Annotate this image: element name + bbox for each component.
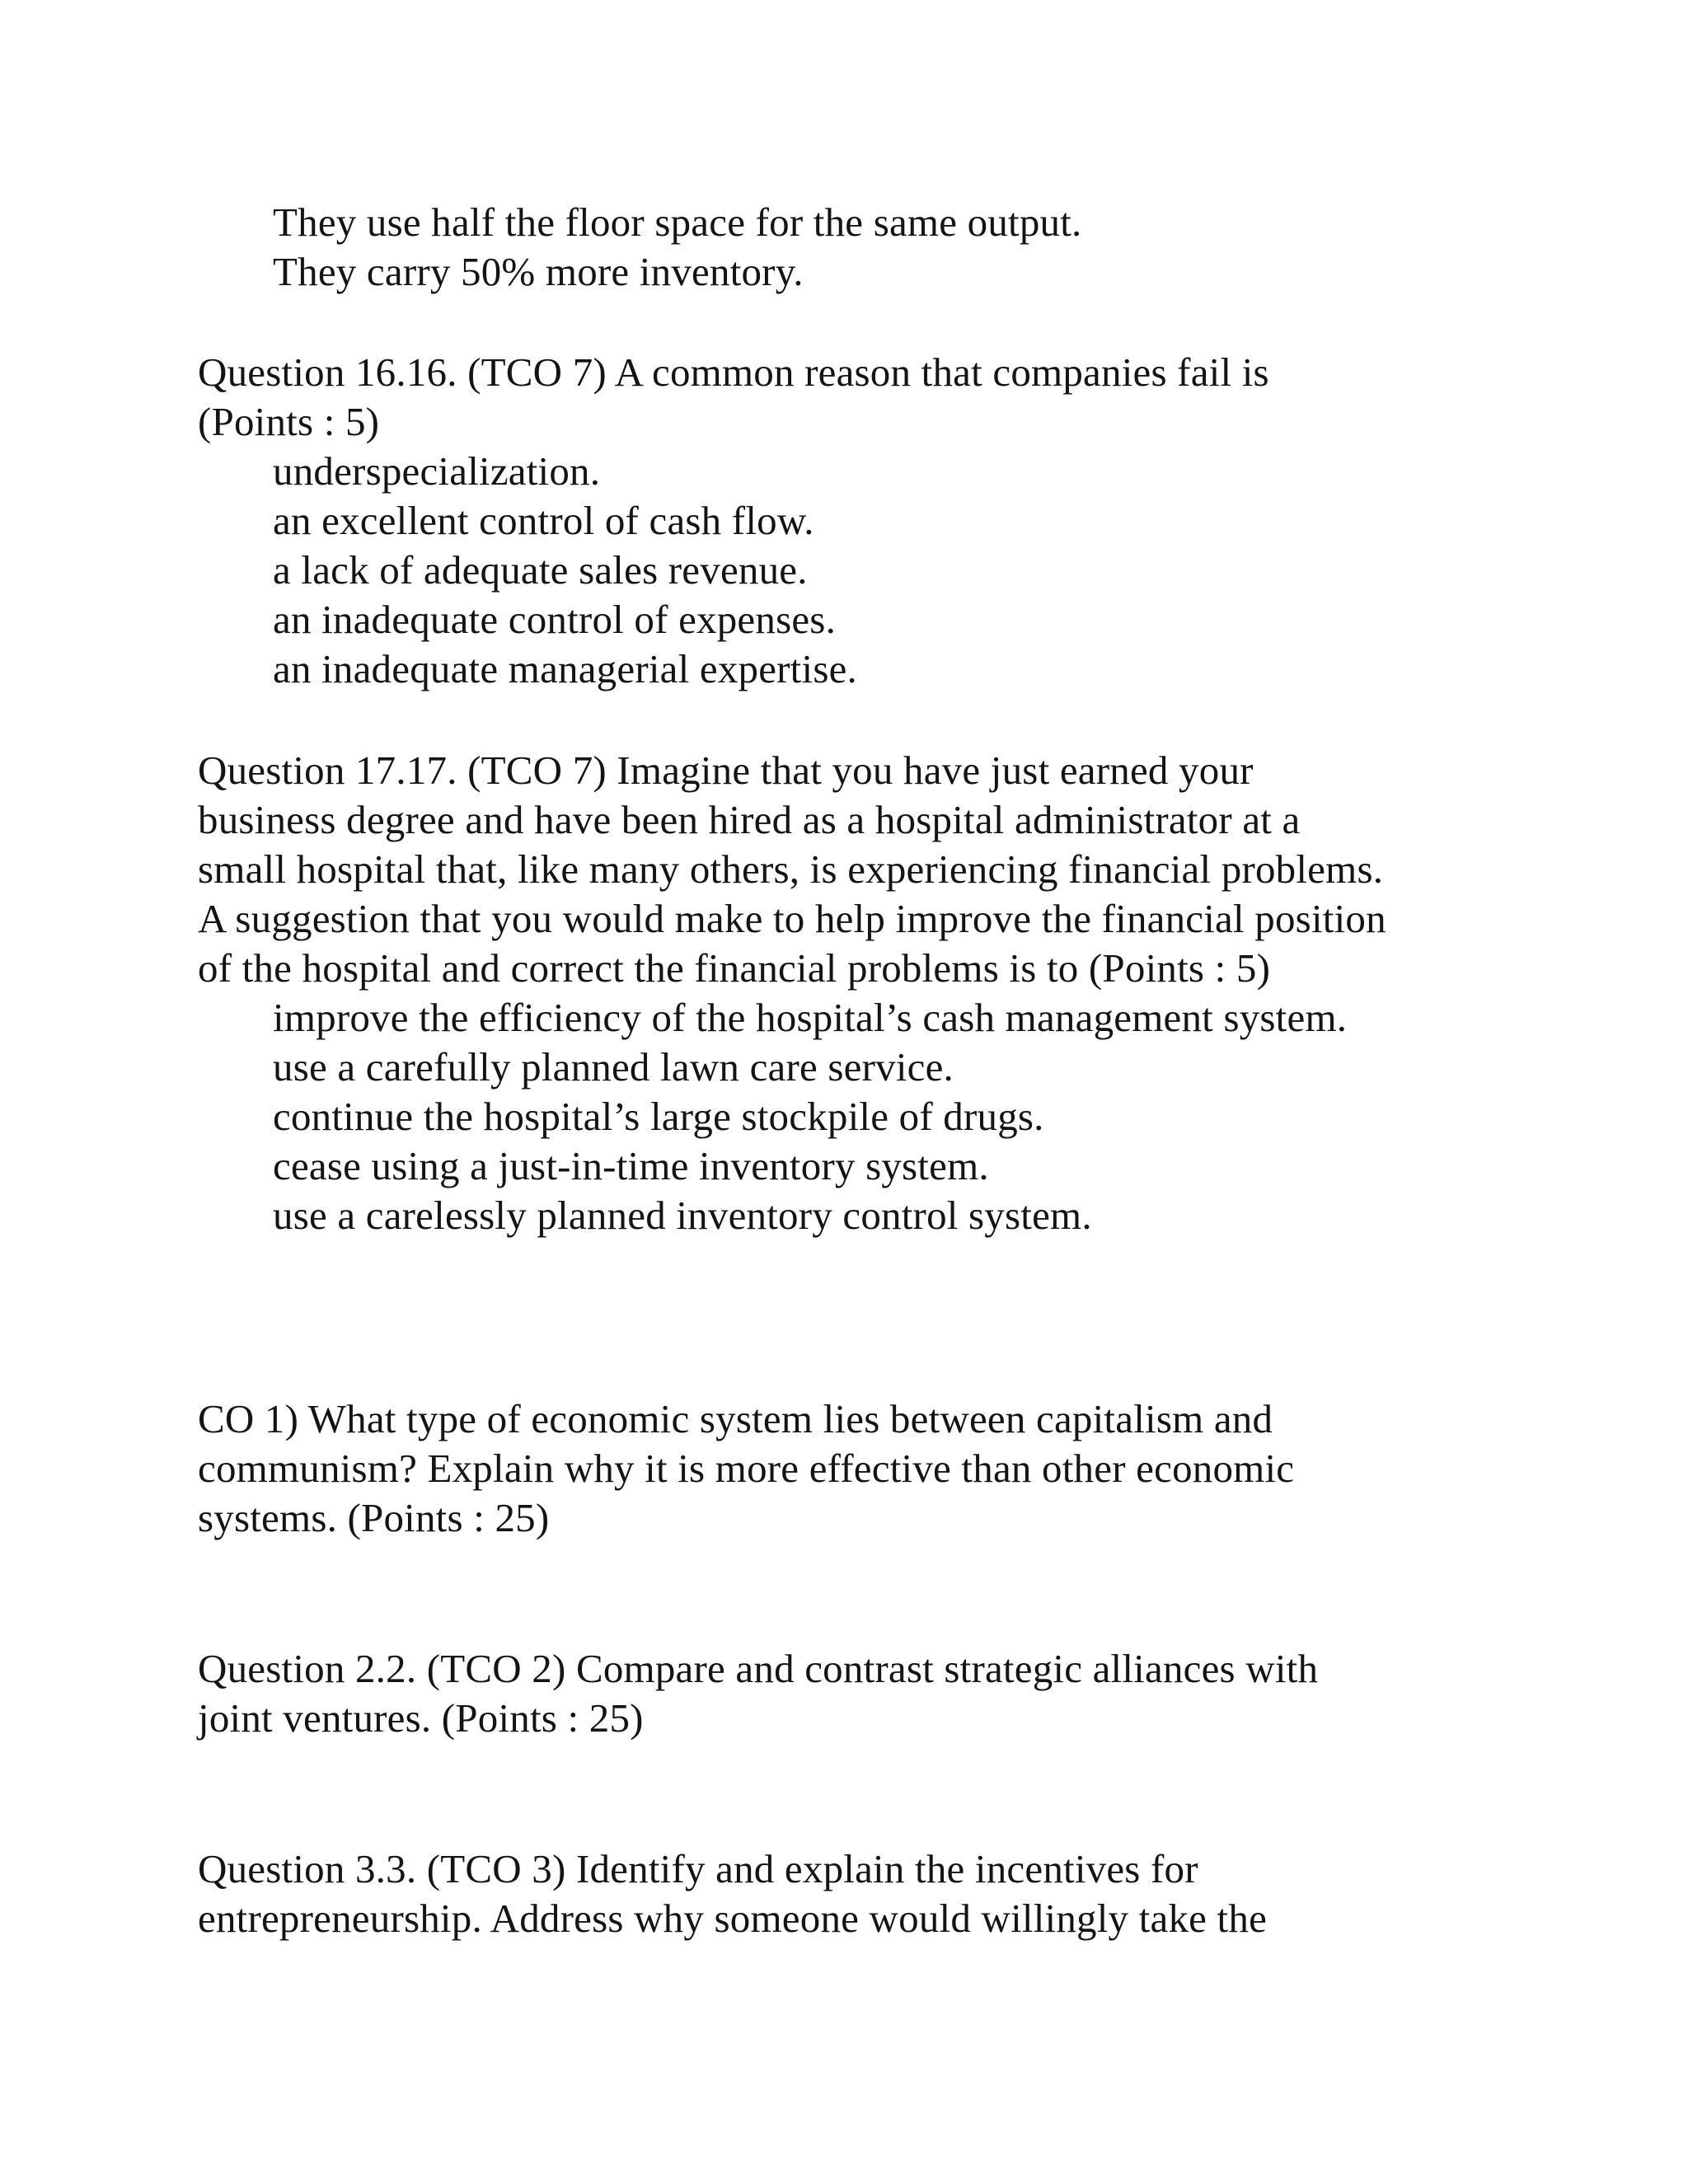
question-16-points: (Points : 5) [198, 399, 380, 444]
question-17-option: cease using a just-in-time inventory system. [273, 1143, 989, 1188]
question-16-option: an inadequate control of expenses. [273, 597, 837, 642]
option-text: They use half the floor space for the same output. [273, 199, 1082, 245]
essay-3-prompt: entrepreneurship. Address why someone would willingly take the [198, 1896, 1268, 1941]
question-17-prompt: A suggestion that you would make to help improve the financial position [198, 896, 1386, 941]
question-16-prompt: Question 16.16. (TCO 7) A common reason that companies fail is [198, 349, 1269, 395]
essay-2-prompt: joint ventures. (Points : 25) [198, 1695, 644, 1741]
essay-3-prompt: Question 3.3. (TCO 3) Identify and explain the incentives for [198, 1846, 1198, 1891]
question-17-prompt: business degree and have been hired as a hospital administrator at a [198, 797, 1301, 842]
essay-1-prompt: CO 1) What type of economic system lies between capitalism and [198, 1396, 1273, 1441]
question-16-option: underspecialization. [273, 448, 601, 494]
essay-1-prompt: systems. (Points : 25) [198, 1495, 550, 1540]
question-17-option: improve the efficiency of the hospital’s cash management system. [273, 995, 1348, 1040]
question-17-option: use a carelessly planned inventory control system. [273, 1193, 1092, 1238]
question-17-option: use a carefully planned lawn care service. [273, 1044, 954, 1090]
question-16-option: a lack of adequate sales revenue. [273, 547, 808, 593]
essay-1-prompt: communism? Explain why it is more effective than other economic [198, 1446, 1295, 1491]
question-17-prompt: of the hospital and correct the financial problems is to (Points : 5) [198, 945, 1271, 991]
essay-2-prompt: Question 2.2. (TCO 2) Compare and contrast strategic alliances with [198, 1646, 1319, 1691]
question-17-option: continue the hospital’s large stockpile of drugs. [273, 1094, 1044, 1139]
question-17-prompt: Question 17.17. (TCO 7) Imagine that you have just earned your [198, 748, 1254, 793]
option-text: They carry 50% more inventory. [273, 249, 804, 294]
question-16-option: an inadequate managerial expertise. [273, 646, 857, 691]
question-16-option: an excellent control of cash flow. [273, 498, 814, 543]
question-17-prompt: small hospital that, like many others, is experiencing financial problems. [198, 846, 1384, 892]
